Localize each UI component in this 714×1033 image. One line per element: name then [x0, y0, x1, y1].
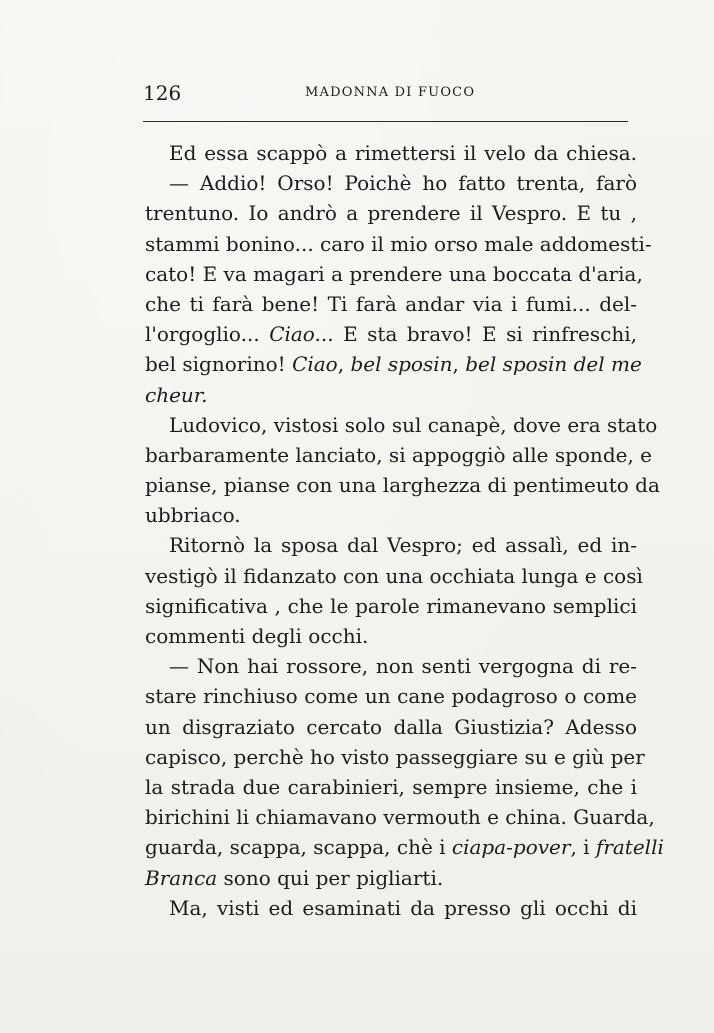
text-line	[145, 380, 637, 410]
text-line: Ritornò la sposa dal Vespro; ed assalì, ed in-	[169, 533, 637, 558]
text-line: cato! E va magari a prendere una boccata d'aria,	[145, 261, 643, 286]
text-line: — Addio! Orso! Poichè ho fatto trenta, farò	[169, 171, 637, 196]
italic-phrase: Branca	[145, 865, 218, 890]
text-line: Ma, visti ed esaminati da presso gli occhi di	[169, 895, 637, 920]
text-line: commenti degli occhi.	[145, 624, 369, 648]
italic-phrase: Ciao...	[269, 322, 334, 347]
text-line: stammi bonino... caro il mio orso male addomesti-	[145, 231, 652, 256]
text-line: — Non hai rossore, non senti vergogna di re-	[169, 654, 637, 679]
text-line: la strada due carabinieri, sempre insieme, che i	[145, 774, 637, 799]
text-line: che ti farà bene! Ti farà andar via i fumi... del-	[145, 291, 637, 316]
running-title: MADONNA DI FUOCO	[305, 85, 476, 100]
italic-phrase: bel sposin	[350, 352, 453, 377]
text-line: pianse, pianse con una larghezza di pentimeuto da	[145, 473, 660, 498]
header-rule	[143, 121, 628, 122]
page-header	[143, 80, 628, 106]
text-line: significativa , che le parole rimanevano semplici	[145, 593, 637, 618]
text-line: ubbriaco.	[145, 503, 241, 528]
text-line: barbaramente lanciato, si appoggiò alle sponde, e	[145, 442, 653, 467]
italic-phrase: bel sposin del me	[465, 352, 642, 377]
italic-phrase: fratelli	[595, 835, 664, 860]
text-line: capisco, perchè ho visto passeggiare su e giù per	[145, 744, 645, 769]
italic-phrase: cheur.	[145, 382, 208, 407]
page-number: 126	[143, 81, 182, 105]
text-line: stare rinchiuso come un cane podagroso o come	[145, 684, 637, 709]
text-line: guarda, scappa, scappa, chè i ciapa-pover, i fratelli	[145, 835, 664, 860]
text-line: birichini li chiamavano vermouth e china. Guarda,	[145, 805, 655, 830]
body-text	[145, 138, 664, 923]
text-line: un disgraziato cercato dalla Giustizia? Adesso	[145, 714, 637, 739]
text-line: l'orgoglio... Ciao... E sta bravo! E si rinfreschi,	[145, 322, 637, 347]
text-line: Ed essa scappò a rimettersi il velo da chiesa.	[169, 141, 637, 165]
italic-phrase: ciapa-pover	[451, 835, 571, 860]
text-line: bel signorino! Ciao, bel sposin, bel sposin del me	[145, 352, 642, 377]
text-line: trentuno. Io andrò a prendere il Vespro. E tu ,	[145, 201, 637, 226]
text-line: Ludovico, vistosi solo sul canapè, dove era stato	[169, 412, 658, 437]
text-line: vestigò il fidanzato con una occhiata lunga e così	[145, 563, 643, 588]
italic-phrase: Ciao	[292, 352, 338, 377]
text-line: Branca sono qui per pigliarti.	[145, 865, 444, 890]
